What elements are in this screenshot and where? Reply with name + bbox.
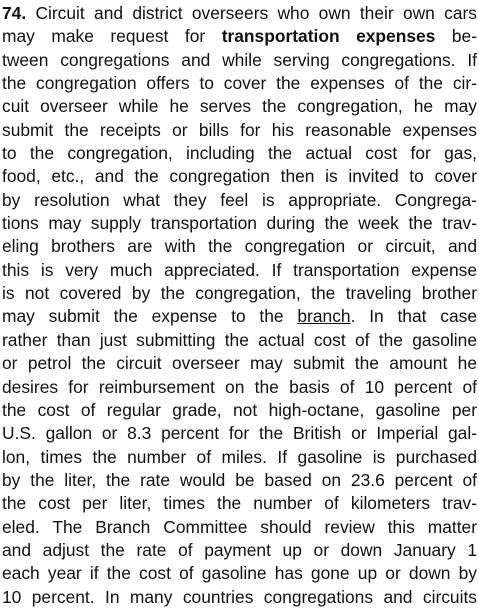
text-segment: desires for reimbursement on the basis of 10 percent of xyxy=(2,376,477,397)
text-line xyxy=(2,422,477,445)
text-segment: submit the receipts or bills for his reasonable expenses xyxy=(2,119,477,140)
text-line xyxy=(2,305,477,328)
text-segment: or petrol the circuit overseer may submit the amount he xyxy=(2,353,477,374)
text-line xyxy=(2,259,477,282)
text-line xyxy=(2,516,477,539)
text-line xyxy=(2,25,477,48)
text-line xyxy=(2,49,477,72)
paragraph-74 xyxy=(2,2,477,609)
text-line xyxy=(2,165,477,188)
bold-term: transportation expenses xyxy=(221,26,436,47)
text-segment: may make request for xyxy=(2,26,222,47)
text-segment: the cost of regular grade, not high-octane, gasoline per xyxy=(2,399,477,420)
text-segment: each year if the cost of gasoline has gone up or down by xyxy=(2,563,477,584)
document-page xyxy=(2,2,477,609)
text-segment: cuit overseer while he serves the congregation, he may xyxy=(2,96,477,117)
text-segment: eling brothers are with the congregation or circuit, and xyxy=(2,236,477,257)
text-line xyxy=(2,72,477,95)
text-segment: tions may supply transportation during the week the trav- xyxy=(2,213,477,234)
text-segment: food, etc., and the congregation then is invited to cover xyxy=(2,166,477,187)
text-line xyxy=(2,2,477,25)
text-segment: and adjust the rate of payment up or down January 1 xyxy=(2,539,477,560)
text-segment: the cost per liter, times the number of kilometers trav- xyxy=(2,493,477,514)
text-segment: Circuit and district overseers who own their own cars xyxy=(35,3,477,23)
text-segment: the congregation offers to cover the expenses of the cir- xyxy=(2,73,477,94)
text-segment: . In that case xyxy=(350,306,477,327)
text-line xyxy=(2,399,477,422)
text-segment: by the liter, the rate would be based on 23.6 percent of xyxy=(2,469,477,490)
text-segment: rather than just submitting the actual cost of the gasoline xyxy=(2,329,477,350)
text-segment: be- xyxy=(435,26,477,47)
text-line xyxy=(2,282,477,305)
text-line xyxy=(2,95,477,118)
text-segment: by resolution what they feel is appropriate. Congrega- xyxy=(2,189,477,210)
text-line xyxy=(2,189,477,212)
text-segment: 10 percent. In many countries congregations and circuits xyxy=(2,586,477,607)
text-line xyxy=(2,352,477,375)
text-segment: to the congregation, including the actual cost for gas, xyxy=(2,143,477,164)
text-line xyxy=(2,562,477,585)
text-segment: lon, times the number of miles. If gasoline is purchased xyxy=(2,446,477,467)
text-line xyxy=(2,586,477,609)
text-line xyxy=(2,469,477,492)
text-line xyxy=(2,376,477,399)
text-line xyxy=(2,539,477,562)
text-line xyxy=(2,446,477,469)
text-segment: this is very much appreciated. If transportation expense xyxy=(2,259,477,280)
text-line xyxy=(2,329,477,352)
underlined-term: branch xyxy=(297,306,351,327)
text-line xyxy=(2,142,477,165)
text-line xyxy=(2,235,477,258)
text-segment: may submit the expense to the xyxy=(2,306,298,327)
text-line xyxy=(2,119,477,142)
text-line xyxy=(2,212,477,235)
paragraph-number: 74. xyxy=(2,3,27,23)
text-line xyxy=(2,492,477,515)
text-segment: U.S. gallon or 8.3 percent for the British or Imperial gal- xyxy=(2,423,477,444)
text-segment: eled. The Branch Committee should review this matter xyxy=(2,516,477,537)
text-segment: tween congregations and while serving congregations. If xyxy=(2,49,477,70)
text-segment: is not covered by the congregation, the traveling brother xyxy=(2,283,477,304)
